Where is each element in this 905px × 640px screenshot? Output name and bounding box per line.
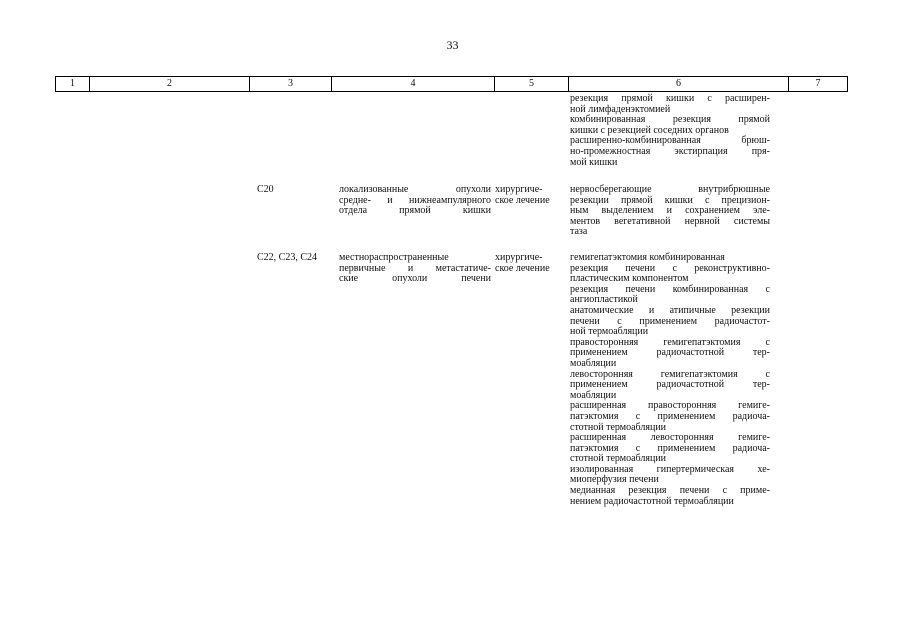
table-row-2-methods [570, 253, 770, 507]
method-line: ным выделением и сохранением эле- [570, 205, 770, 217]
method-line: резекция печени комбинированная с [570, 283, 770, 295]
table-row-0-methods [570, 94, 770, 168]
table-row-2-treatment [495, 253, 565, 274]
method-line: анатомические и атипичные резекции [570, 304, 770, 316]
method-line: применением радиочастотной тер- [570, 347, 770, 359]
method-line: патэктомия с применением радиоча- [570, 442, 770, 454]
method-line: применением радиочастотной тер- [570, 379, 770, 391]
method-line: патэктомия с применением радиоча- [570, 410, 770, 422]
method-line: нервосберегающие внутрибрюшные [570, 184, 770, 195]
method-line: моабляции [570, 357, 617, 369]
method-line: расширенная левосторонняя гемиге- [570, 432, 770, 444]
method-line: резекция прямой кишки с расширен- [570, 93, 770, 104]
diagnosis-line: средне- и нижнеампулярного [339, 194, 491, 206]
treatment-line: хирургиче- [495, 184, 543, 195]
header-col-6: 6 [568, 77, 788, 91]
method-line: ной лимфаденэктомией [570, 103, 671, 115]
table-header [55, 76, 848, 92]
table-row-1-methods [570, 185, 770, 238]
header-col-1: 1 [55, 77, 89, 91]
method-line: расширенно-комбинированная брюш- [570, 135, 770, 147]
page-number: 33 [446, 38, 459, 52]
treatment-line: ское лечение [495, 194, 550, 206]
treatment-line: ское лечение [495, 262, 550, 274]
method-line: но-промежностная экстирпация пря- [570, 145, 770, 157]
header-col-3: 3 [249, 77, 331, 91]
method-line: расширенная правосторонняя гемиге- [570, 400, 770, 412]
diagnosis-line: ские опухоли печени [339, 273, 491, 285]
method-line: мой кишки [570, 156, 618, 168]
header-col-4: 4 [331, 77, 494, 91]
header-col-5: 5 [494, 77, 568, 91]
method-line: комбинированная резекция прямой [570, 114, 770, 126]
diagnosis-line: локализованные опухоли [339, 184, 491, 195]
method-line: нением радиочастотной термоабляции [570, 495, 734, 507]
method-line: таза [570, 226, 588, 238]
method-line: миоперфузия печени [570, 474, 659, 486]
method-line: ментов вегетативной нервной системы [570, 215, 770, 227]
table-row-2-diagnosis [339, 253, 491, 285]
method-line: гемигепатэктомия комбинированная [570, 252, 725, 263]
method-line: пластическим компонентом [570, 273, 689, 285]
method-line: стотной термоабляции [570, 453, 667, 465]
method-line: печени с применением радиочастот- [570, 315, 770, 327]
table-row-1-treatment [495, 185, 565, 206]
method-line: стотной термоабляции [570, 421, 667, 433]
method-line: медианная резекция печени с приме- [570, 485, 770, 497]
table-row-1-diagnosis [339, 185, 491, 217]
table-row-1-code: C20 [257, 184, 274, 195]
diagnosis-line: первичные и метастатиче- [339, 262, 491, 274]
method-line: кишки с резекцией соседних органов [570, 124, 729, 136]
treatment-line: хирургиче- [495, 252, 543, 263]
table-row-2-code: C22, C23, C24 [257, 252, 318, 263]
method-line: ной термоабляции [570, 326, 649, 338]
method-line: резекция печени с реконструктивно- [570, 262, 770, 274]
method-line: ангиопластикой [570, 294, 638, 306]
method-line: изолированная гипертермическая хе- [570, 463, 770, 475]
method-line: моабляции [570, 389, 617, 401]
method-line: резекции прямой кишки с прецизион- [570, 194, 770, 206]
diagnosis-line: местнораспространенные [339, 252, 449, 263]
diagnosis-line: отдела прямой кишки [339, 205, 491, 217]
header-col-2: 2 [89, 77, 249, 91]
method-line: правосторонняя гемигепатэктомия с [570, 336, 770, 348]
method-line: левосторонняя гемигепатэктомия с [570, 368, 770, 380]
header-col-7: 7 [788, 77, 848, 91]
